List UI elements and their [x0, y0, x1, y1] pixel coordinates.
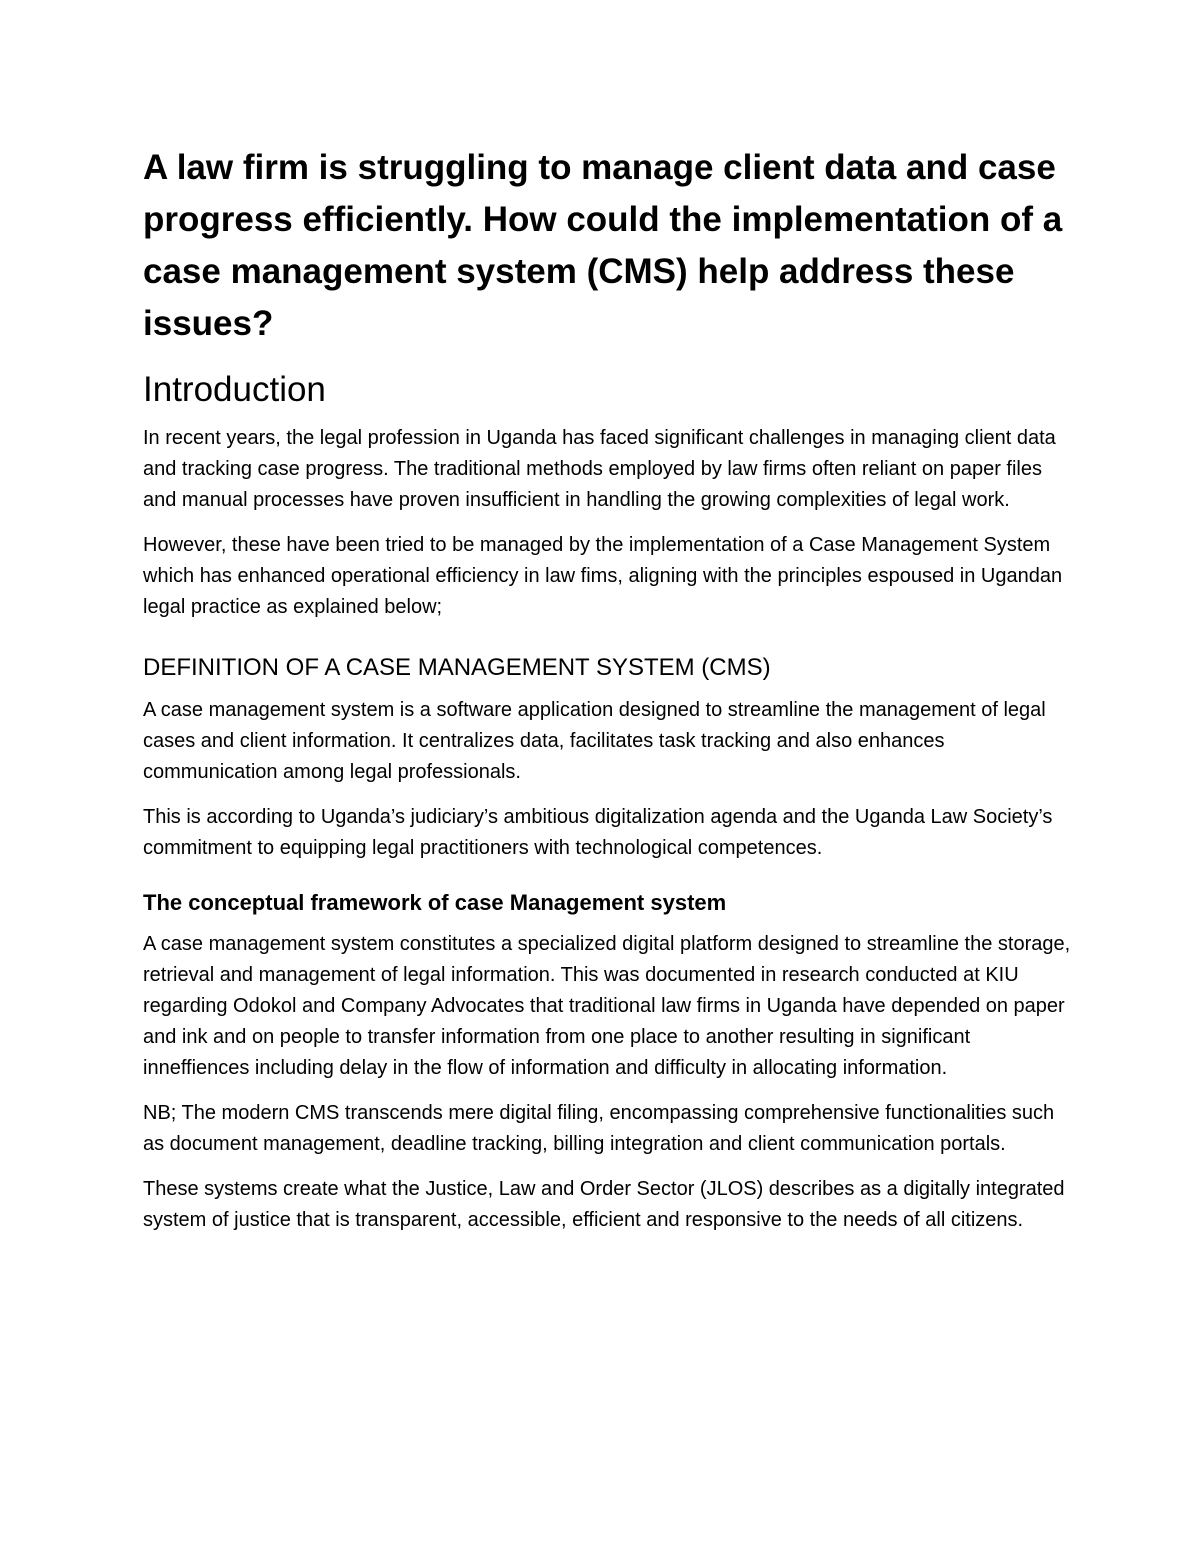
document-body — [143, 142, 1078, 1236]
introduction-heading: Introduction — [143, 370, 326, 409]
introduction-paragraph-2: However, these have been tried to be managed by the implementation of a Case Management System which has enhanced operational efficiency in law fims, aligning with the principles espoused in Ugandan legal practice as explained below; — [143, 534, 1063, 618]
definition-heading: DEFINITION OF A CASE MANAGEMENT SYSTEM (CMS) — [143, 654, 771, 681]
definition-paragraph-2: This is according to Uganda’s judiciary’s ambitious digitalization agenda and the Uganda Law Society’s commitment to equipping legal practitioners with technological competences. — [143, 806, 1053, 859]
framework-paragraph-1: A case management system constitutes a specialized digital platform designed to streamline the storage, retrieval and management of legal information. This was documented in research conducted at KIU regarding Odokol and Company Advocates that traditional law firms in Uganda have depended on paper and ink and on people to transfer information from one place to another resulting in significant inneffiences including delay in the flow of information and difficulty in allocating information. — [143, 933, 1071, 1079]
document-title: A law firm is struggling to manage client data and case progress efficiently. How could the implementation of a case management system (CMS) help address these issues? — [143, 148, 1063, 343]
framework-paragraph-3: These systems create what the Justice, Law and Order Sector (JLOS) describes as a digitally integrated system of justice that is transparent, accessible, efficient and responsive to the needs of all citizens. — [143, 1178, 1065, 1231]
framework-heading: The conceptual framework of case Management system — [143, 890, 727, 915]
introduction-paragraph-1: In recent years, the legal profession in Uganda has faced significant challenges in managing client data and tracking case progress. The traditional methods employed by law firms often reliant on paper files and manual processes have proven insufficient in handling the growing complexities of legal work. — [143, 427, 1056, 511]
framework-paragraph-2: NB; The modern CMS transcends mere digital filing, encompassing comprehensive functionalities such as document management, deadline tracking, billing integration and client communication portals. — [143, 1102, 1055, 1155]
definition-paragraph-1: A case management system is a software application designed to streamline the management of legal cases and client information. It centralizes data, facilitates task tracking and also enhances communication among legal professionals. — [143, 699, 1046, 783]
